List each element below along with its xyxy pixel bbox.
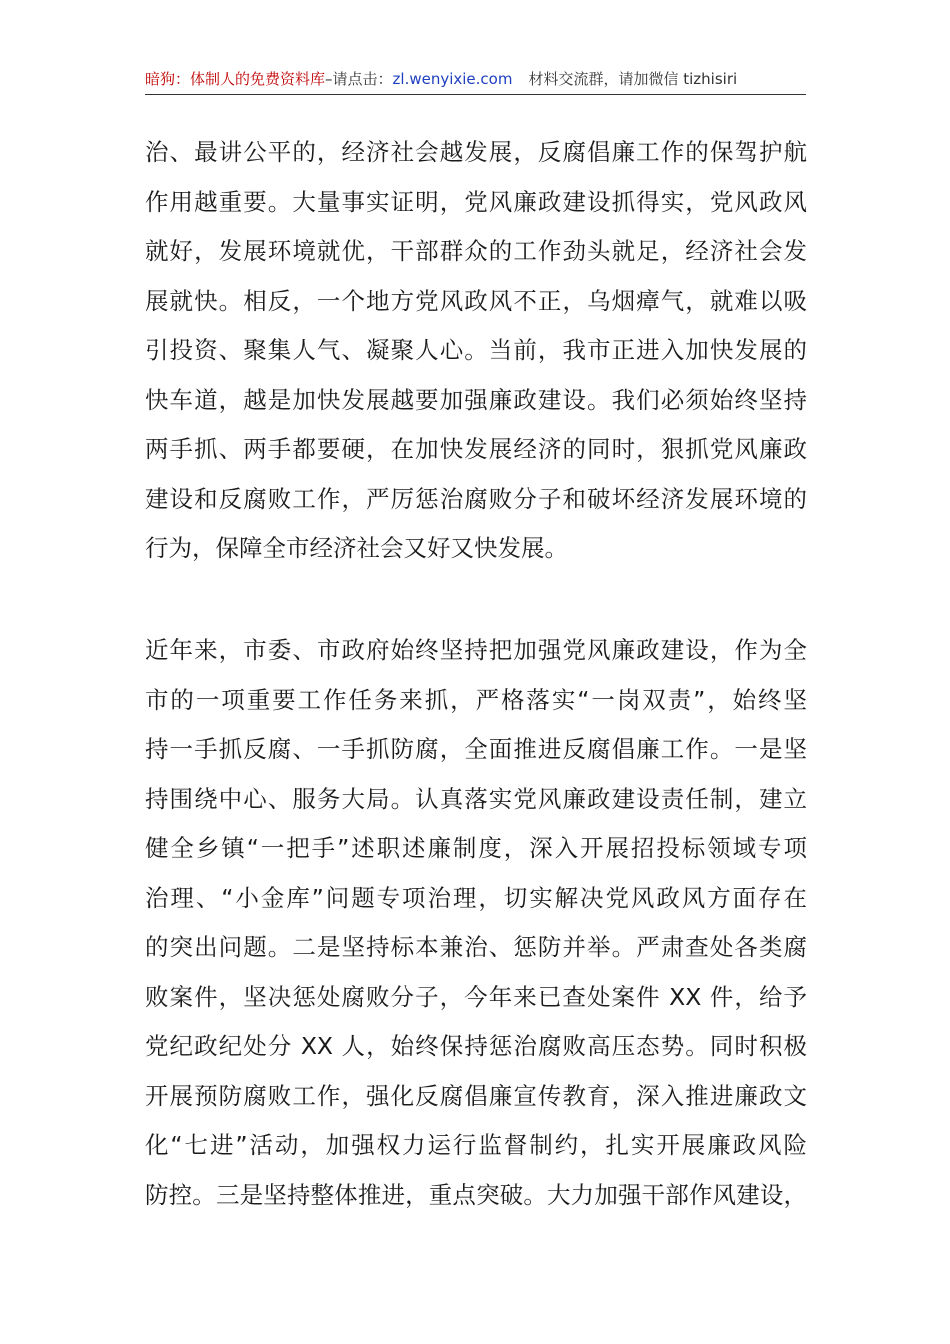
paragraph-line: 化“七进”活动，加强权力运行监督制约，扎实开展廉政风险 [145,1131,807,1159]
paragraph-line: 持一手抓反腐、一手抓防腐，全面推进反腐倡廉工作。一是坚 [145,735,807,763]
paragraph-2 [145,626,807,1220]
paragraph-line: 市的一项重要工作任务来抓，严格落实“一岗双责”，始终坚 [145,685,807,714]
paragraph-line: 防控。三是坚持整体推进，重点突破。大力加强干部作风建设， [145,1180,807,1209]
header-prompt: –请点击： [325,70,393,88]
paragraph-line: 治、最讲公平的，经济社会越发展，反腐倡廉工作的保驾护航 [145,138,807,166]
paragraph-line: 持围绕中心、服务大局。认真落实党风廉政建设责任制，建立 [145,784,807,813]
paragraph-line: 建设和反腐败工作，严厉惩治腐败分子和破坏经济发展环境的 [145,484,807,513]
paragraph-line: 党纪政纪处分 XX 人，始终保持惩治腐败高压态势。同时积极 [145,1032,807,1060]
paragraph-line: 的突出问题。二是坚持标本兼治、惩防并举。严肃查处各类腐 [145,933,807,961]
paragraph-line: 展就快。相反，一个地方党风政风不正，乌烟瘴气，就难以吸 [145,286,807,315]
paragraph-line: 快车道，越是加快发展越要加强廉政建设。我们必须始终坚持 [145,385,807,414]
header-link[interactable]: zl.wenyixie.com [392,70,513,88]
paragraph-line: 败案件，坚决惩处腐败分子，今年来已查处案件 XX 件，给予 [145,982,807,1011]
paragraph-line: 两手抓、两手都要硬，在加快发展经济的同时，狠抓党风廉政 [145,435,807,463]
paragraph-line: 健全乡镇“一把手”述职述廉制度，深入开展招投标领域专项 [145,834,807,862]
paragraph-1 [145,128,807,574]
paragraph-line: 开展预防腐败工作，强化反腐倡廉宣传教育，深入推进廉政文 [145,1081,807,1110]
paragraph-line: 作用越重要。大量事实证明，党风廉政建设抓得实，党风政风 [145,187,807,216]
paragraph-line: 治理、“小金库”问题专项治理，切实解决党风政风方面存在 [145,883,807,912]
paragraph-line: 近年来，市委、市政府始终坚持把加强党风廉政建设，作为全 [145,636,807,664]
paragraph-line: 行为，保障全市经济社会又好又快发展。 [145,534,568,562]
header-brand: 暗狗：体制人的免费资料库 [145,70,326,88]
header-contact: 材料交流群，请加微信 tizhisiri [528,70,738,88]
paragraph-line: 就好，发展环境就优，干部群众的工作劲头就足，经济社会发 [145,237,807,265]
paragraph-line: 引投资、聚集人气、凝聚人心。当前，我市正进入加快发展的 [145,336,807,364]
page-header [145,64,806,95]
